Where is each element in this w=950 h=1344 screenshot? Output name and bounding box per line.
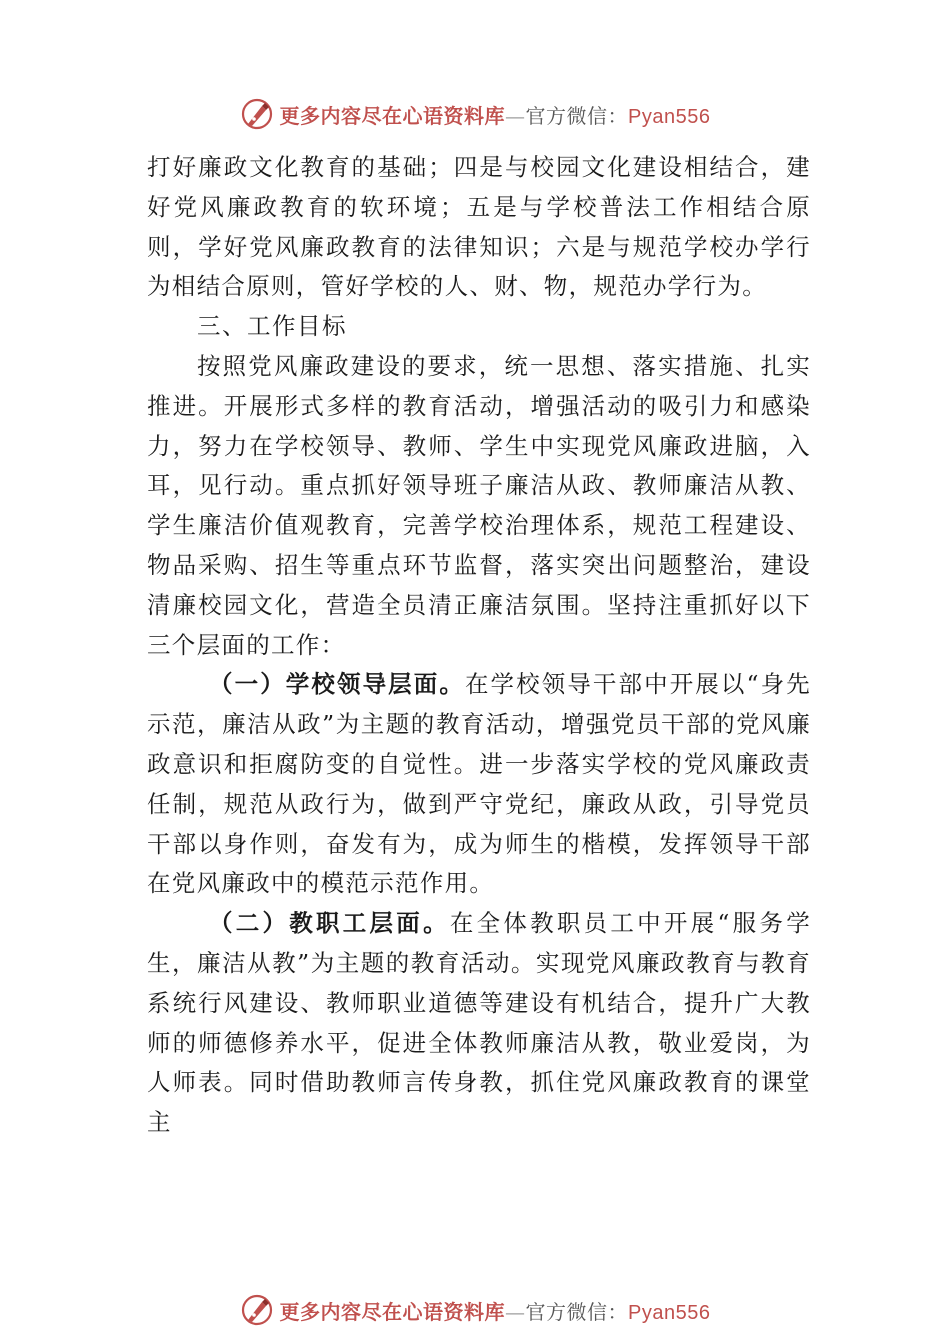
banner-handle: Pyan556 [628,105,711,128]
section-heading-work-goals: 三、工作目标 [197,312,347,341]
subsection-text-leaders: 在学校领导干部中开展以“身先示范，廉洁从政”为主题的教育活动，增强党员干部的党风廉政意识和拒腐防变的自觉性。进一步落实学校的党风廉政责任制，规范从政行为，做到严守党纪，廉政从政，引导党员干部以身作则，奋发有为，成为师生的楷模，发挥领导干部在党风廉政中的模范示范作用。 [147,670,811,898]
subsection-title-staff: （二）教职工层面。 [209,909,450,938]
banner-label: 官方微信： [525,103,629,128]
banner-label: 官方微信： [525,1299,629,1324]
pen-nib-logo-icon [240,1293,274,1327]
paragraph-staff [147,904,811,1143]
banner-dash: — [505,1299,526,1324]
banner-handle: Pyan556 [628,1301,711,1324]
banner-text [280,1296,711,1325]
document-body [147,148,811,1143]
pen-nib-logo-icon [240,97,274,131]
paragraph-work-goals: 按照党风廉政建设的要求，统一思想、落实措施、扎实推进。开展形式多样的教育活动，增强活动的吸引力和感染力，努力在学校领导、教师、学生中实现党风廉政进脑，入耳，见行动。重点抓好领导班子廉洁从政、教师廉洁从教、学生廉洁价值观教育，完善学校治理体系，规范工程建设、物品采购、招生等重点环节监督，落实突出问题整治，建设清廉校园文化，营造全员清正廉洁氛围。坚持注重抓好以下三个层面的工作： [147,351,811,659]
subsection-title-leaders: （一）学校领导层面。 [209,670,465,699]
footer-banner [0,1290,950,1330]
paragraph-principles: 打好廉政文化教育的基础；四是与校园文化建设相结合，建好党风廉政教育的软环境；五是与学校普法工作相结合原则，学好党风廉政教育的法律知识；六是与规范学校办学行为相结合原则，管好学校的人、财、物，规范办学行为。 [147,153,811,301]
banner-text [280,100,711,129]
header-banner [0,94,950,134]
paragraph-school-leaders [147,665,811,904]
banner-bold-text: 更多内容尽在心语资料库 [279,1299,506,1324]
subsection-text-staff: 在全体教职员工中开展“服务学生，廉洁从教”为主题的教育活动。实现党风廉政教育与教育系统行风建设、教师职业道德等建设有机结合，提升广大教师的师德修养水平，促进全体教师廉洁从教，敬业爱岗，为人师表。同时借助教师言传身教，抓住党风廉政教育的课堂主 [147,909,811,1137]
banner-dash: — [505,103,526,128]
banner-bold-text: 更多内容尽在心语资料库 [279,103,506,128]
